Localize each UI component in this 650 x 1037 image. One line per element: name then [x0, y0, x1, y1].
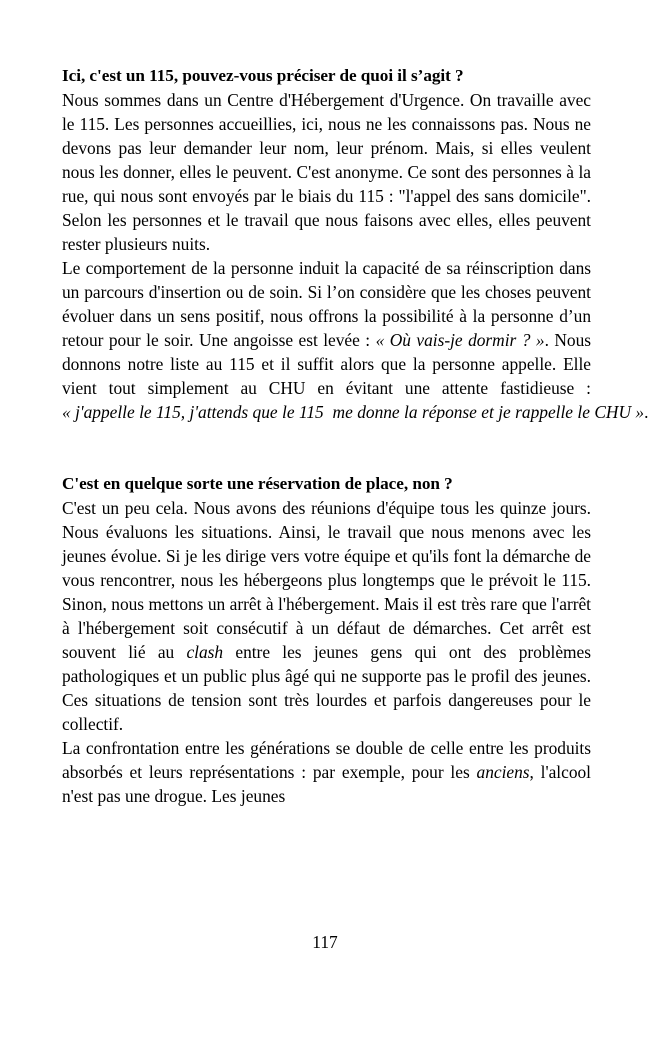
- answer-paragraph-1: [62, 88, 591, 256]
- quote-jappelle-le-115: « j'appelle le 115, j'attends que le 115 me donne la réponse et je rappelle le CHU »: [62, 402, 645, 422]
- paragraph-run-text: . Nous donnons notre liste au 115 et il suffit alors que la personne appelle. Elle vient tout simplement au CHU en évitant une attente fastidieuse :: [62, 330, 591, 398]
- paragraph-run-text: Nous sommes dans un Centre d'Hébergement d'Urgence. On travaille avec le 115. Les personnes accueillies, ici, nous ne les connaissons pas. Nous ne devons pas leur demander leur nom, leur prénom. Mais, si elles veulent nous les donner, elles le peuvent. C'est anonyme. Ce sont des personnes à la rue, qui nous sont envoyés par le biais du 115 : "l'appel des sans domicile". Selon les personnes et le travail que nous faisons avec elles, elles peuvent rester plusieurs nuits.: [62, 90, 591, 254]
- emphasis-anciens: anciens: [476, 762, 530, 782]
- interview-question-heading-1: Ici, c'est un 115, pouvez-vous préciser de quoi il s’agit ?: [62, 66, 464, 85]
- section-spacer: [62, 448, 591, 472]
- paragraph-run-text: Le comportement de la personne induit la capacité de sa réinscription dans un parcours d'insertion ou de soin. Si l’on considère que les choses peuvent évoluer dans un sens positif, nous offrons la possibilité à la personne d’un retour pour le soir. Une angoisse est levée :: [62, 258, 591, 350]
- paragraph-run-text: .: [644, 402, 649, 422]
- paragraph-run-text: La confrontation entre les générations se double de celle entre les produits absorbés et leurs représentations : par exemple, pour les: [62, 738, 591, 782]
- paragraph-run-text: C'est un peu cela. Nous avons des réunions d'équipe tous les quinze jours. Nous évaluons les situations. Ainsi, le travail que nous menons avec les jeunes évolue. Si je les dirige vers votre équipe et qu'ils font la démarche de vous rencontrer, nous les hébergeons plus longtemps que le prévoit le 115. Sinon, nous mettons un arrêt à l'hébergement. Mais il est très rare que l'arrêt à l'hébergement soit consécutif à un défaut de démarches. Cet arrêt est souvent lié au: [62, 498, 591, 662]
- emphasis-clash: clash: [186, 642, 224, 662]
- page-text-column: [62, 64, 649, 808]
- answer-paragraph-4: [62, 736, 591, 808]
- paragraph-run-text: entre les jeunes gens qui ont des problèmes pathologiques et un public plus âgé qui ne supporte pas le profil des jeunes. Ces situations de tension sont très lourdes et parfois dangereuses pour le collectif.: [62, 642, 591, 734]
- page-number: 117: [312, 932, 338, 952]
- answer-paragraph-2: [62, 256, 649, 448]
- quote-ou-vais-je-dormir: « Où vais-je dormir ? »: [375, 330, 545, 350]
- interview-question-heading-2: C'est en quelque sorte une réservation de place, non ?: [62, 474, 453, 493]
- paragraph-run-text: , l'alcool n'est pas une drogue. Les jeunes: [62, 762, 591, 806]
- answer-paragraph-3: [62, 496, 591, 736]
